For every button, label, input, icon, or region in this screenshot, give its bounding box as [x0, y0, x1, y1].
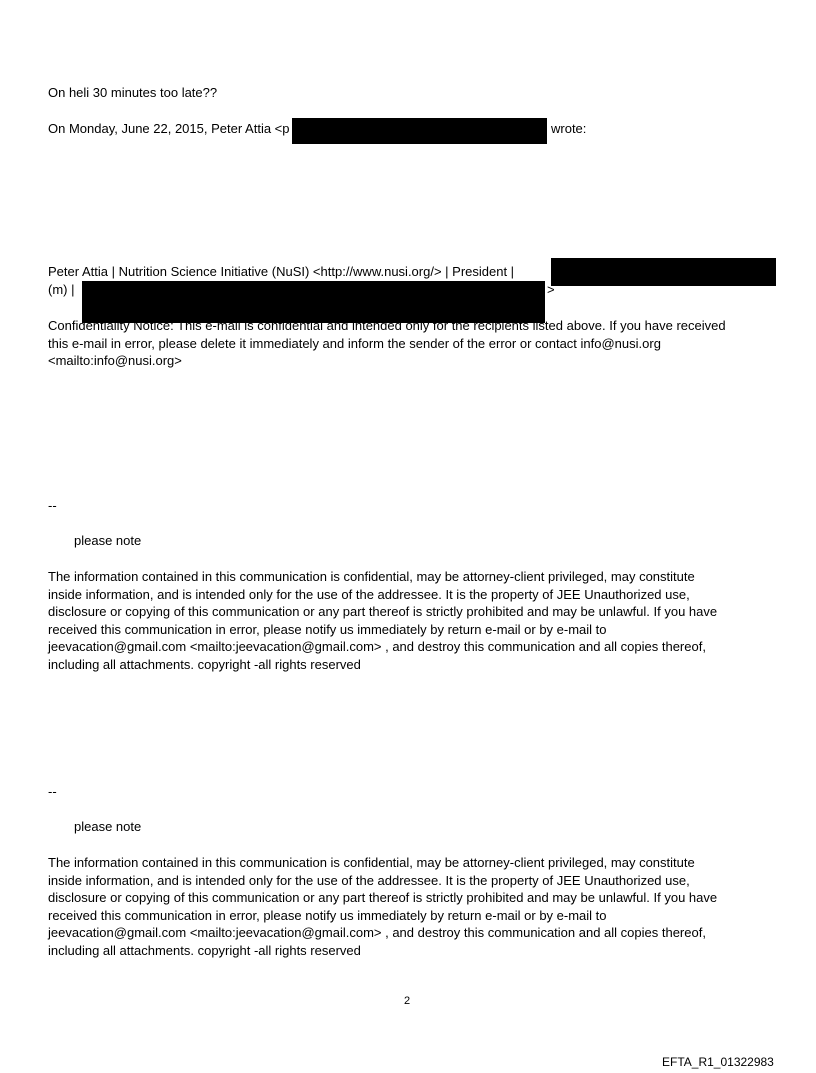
- bates-number: EFTA_R1_01322983: [662, 1055, 774, 1069]
- disclaimer-line: jeevacation@gmail.com <mailto:jeevacation@gmail.com> , and destroy this communication and all copies thereof,: [48, 639, 706, 655]
- signature-line: Peter Attia | Nutrition Science Initiative (NuSI) <http://www.nusi.org/> | President |: [48, 264, 515, 279]
- disclaimer-heading: please note: [74, 533, 142, 548]
- separator: --: [48, 498, 57, 513]
- disclaimer-line: disclosure or copying of this communication or any part thereof is strictly prohibited and may be unlawful. If you have: [48, 604, 718, 620]
- disclaimer-heading: please note: [74, 819, 142, 834]
- quote-header-prefix: On Monday, June 22, 2015, Peter Attia <: [48, 121, 283, 136]
- disclaimer-line: received this communication in error, please notify us immediately by return e-mail or by e-mail to: [48, 907, 607, 923]
- confidentiality-line: <mailto:info@nusi.org>: [48, 353, 182, 369]
- disclaimer-line: received this communication in error, please notify us immediately by return e-mail or by e-mail to: [48, 621, 607, 637]
- reply-line: On heli 30 minutes too late??: [48, 85, 218, 100]
- confidentiality-line: this e-mail in error, please delete it immediately and inform the sender of the error or contact info@nusi.org: [48, 335, 661, 351]
- signature-line2-suffix: >: [547, 282, 555, 297]
- redaction-box: [292, 118, 547, 144]
- separator: --: [48, 784, 57, 799]
- confidentiality-line: Confidentiality Notice: This e-mail is confidential and intended only for the recipients listed above. If you have received: [48, 318, 726, 333]
- disclaimer-line: including all attachments. copyright -all rights reserved: [48, 656, 361, 672]
- disclaimer-line: The information contained in this communication is confidential, may be attorney-client privileged, may constitute: [48, 569, 695, 584]
- disclaimer-line: inside information, and is intended only for the use of the addressee. It is the property of JEE Unauthorized use,: [48, 586, 690, 602]
- page-number: 2: [404, 995, 411, 1007]
- disclaimer-line: including all attachments. copyright -all rights reserved: [48, 942, 361, 958]
- disclaimer-line: The information contained in this communication is confidential, may be attorney-client privileged, may constitute: [48, 855, 695, 870]
- disclaimer-line: jeevacation@gmail.com <mailto:jeevacation@gmail.com> , and destroy this communication and all copies thereof,: [48, 925, 706, 941]
- confidentiality-notice: [48, 317, 760, 370]
- signature-phone-label: (m) |: [48, 282, 75, 297]
- redaction-box: [551, 258, 776, 286]
- quote-header: [48, 120, 290, 138]
- disclaimer-line: disclosure or copying of this communication or any part thereof is strictly prohibited and may be unlawful. If you have: [48, 890, 718, 906]
- disclaimer-body: [48, 568, 760, 674]
- disclaimer-line: inside information, and is intended only for the use of the addressee. It is the property of JEE Unauthorized use,: [48, 872, 690, 888]
- quote-header-fragment: p: [282, 121, 290, 136]
- quote-header-suffix: wrote:: [551, 121, 587, 136]
- disclaimer-body: [48, 854, 760, 960]
